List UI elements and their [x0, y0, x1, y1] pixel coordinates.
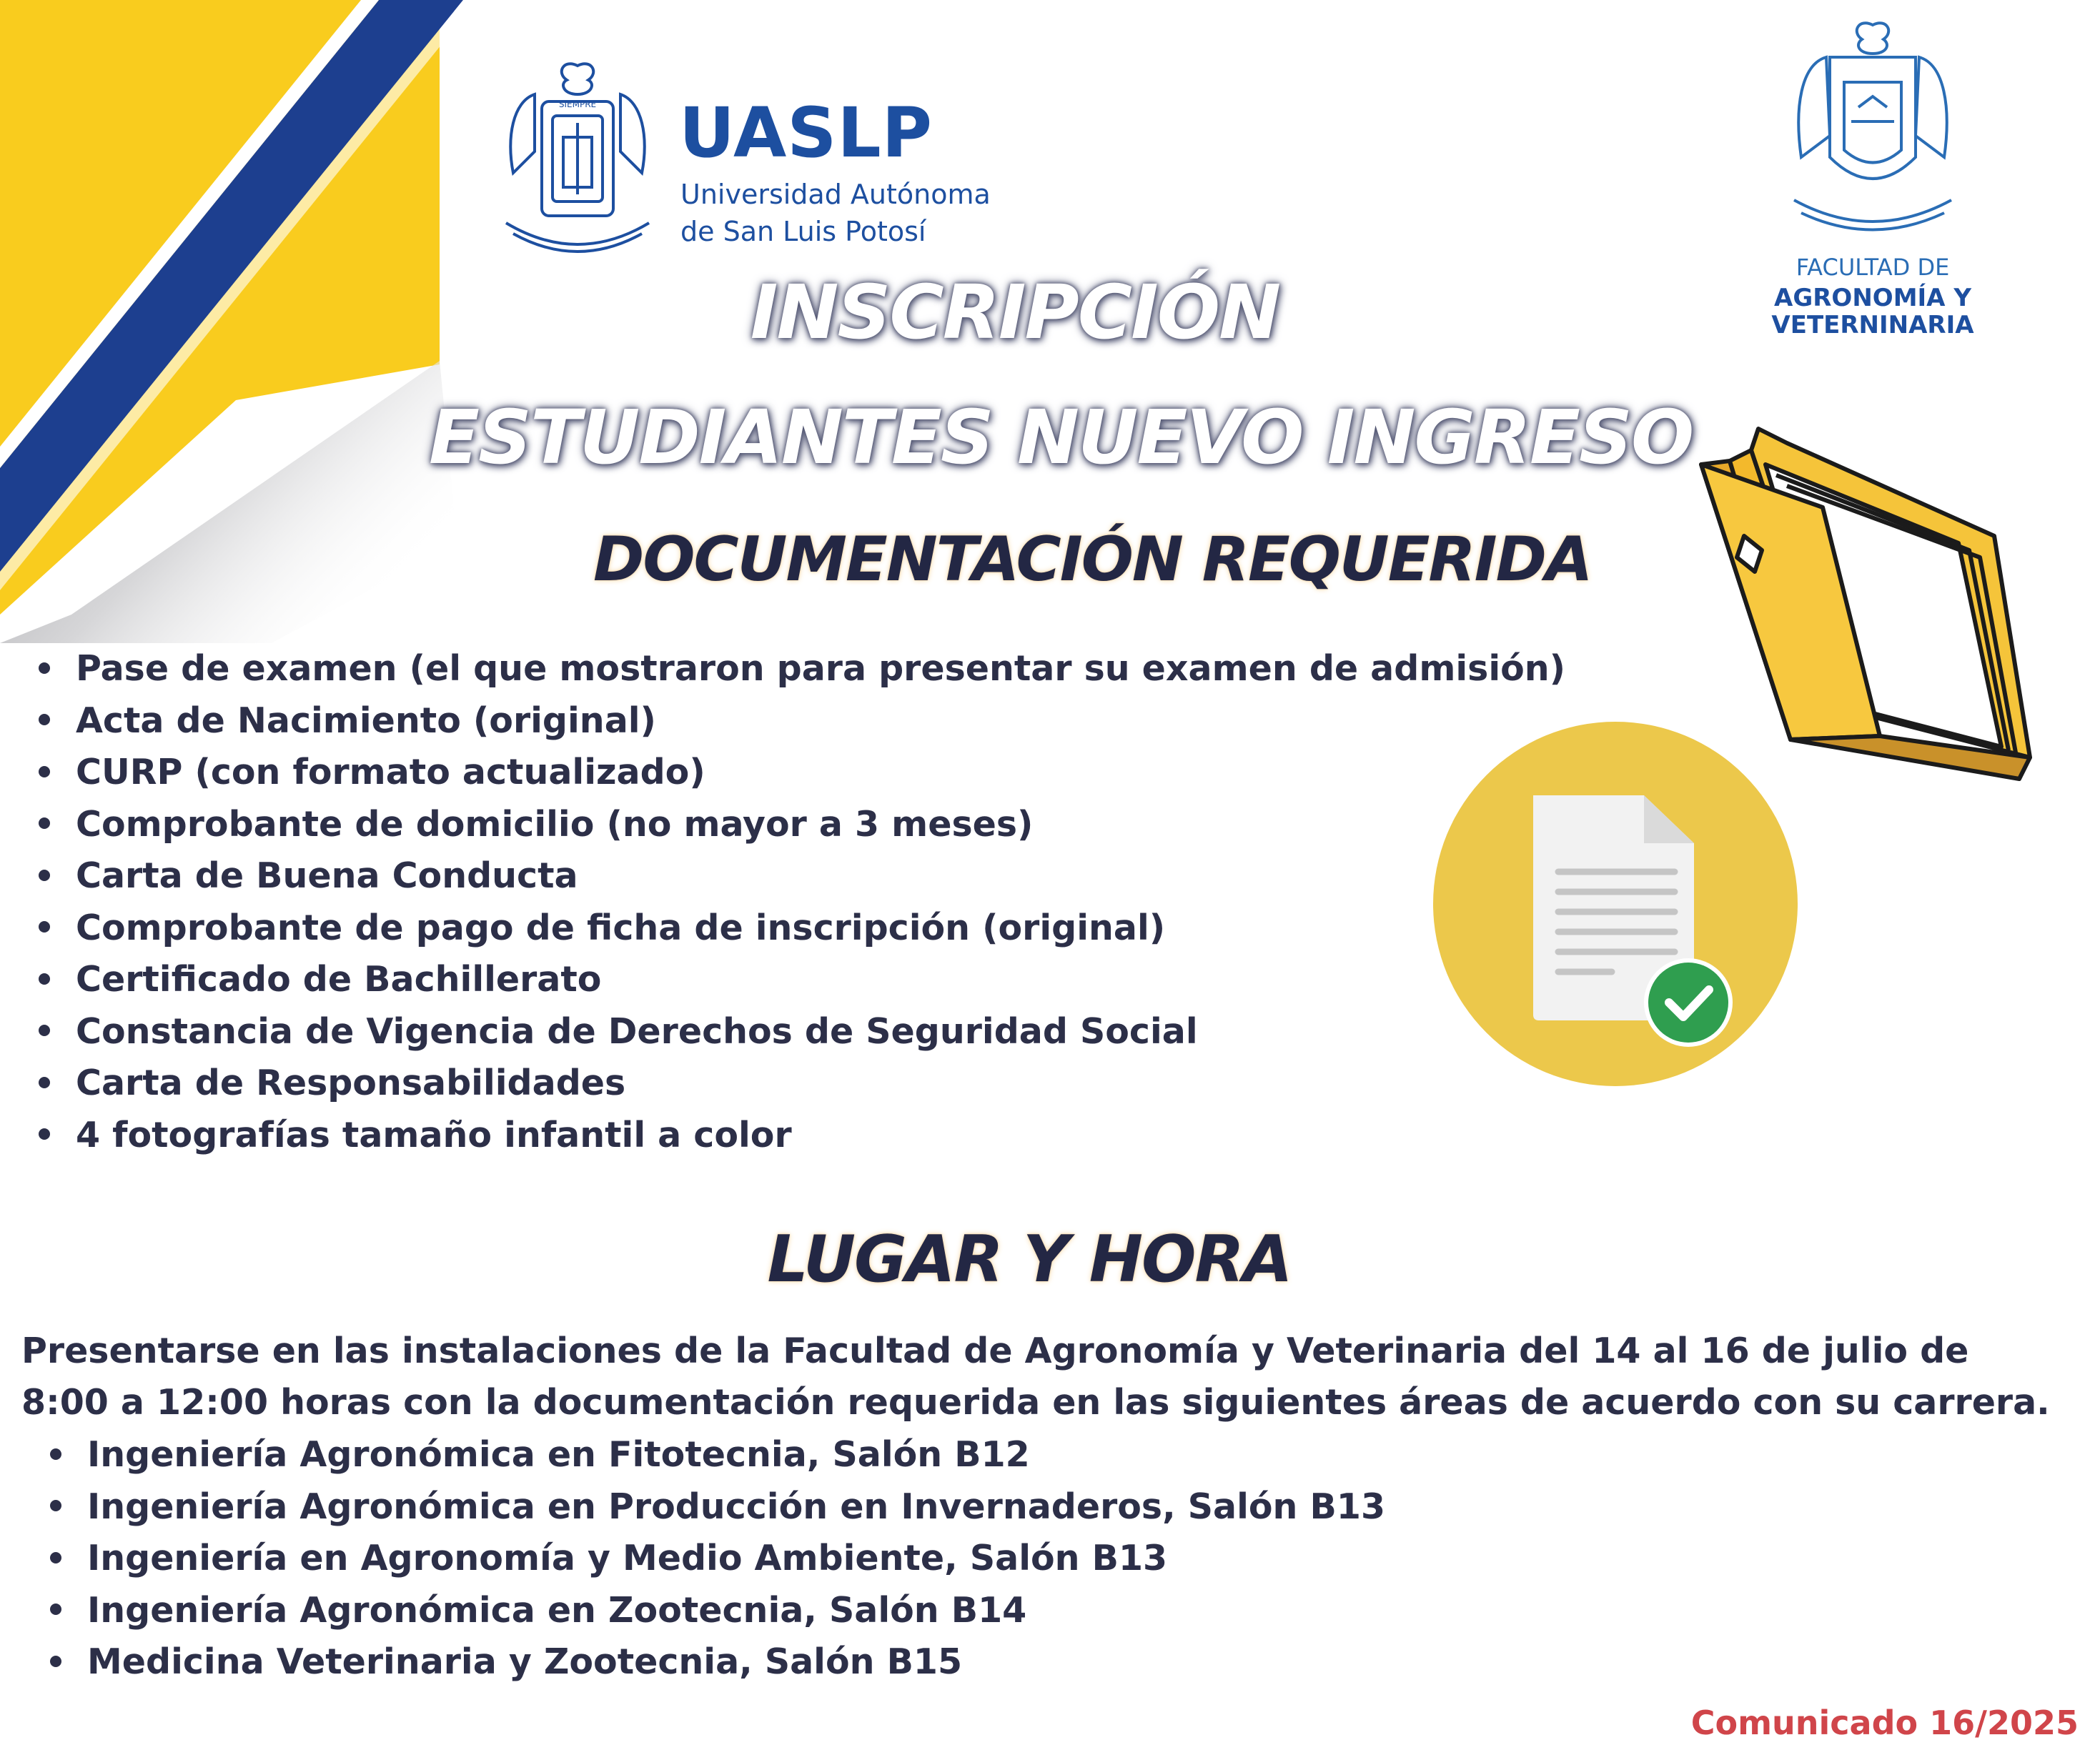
- communique-number: Comunicado 16/2025: [1690, 1704, 2079, 1742]
- faculty-seal-icon: [1765, 14, 1980, 243]
- list-item: [29, 747, 1565, 799]
- svg-text:SIEMPRE: SIEMPRE: [558, 99, 597, 109]
- bullet-icon: [39, 662, 50, 674]
- bullet-icon: [39, 714, 50, 725]
- uaslp-name-line1: Universidad Autónoma: [680, 179, 991, 210]
- list-item: [29, 850, 1565, 903]
- list-item-text: Constancia de Vigencia de Derechos de Seguridad Social: [76, 1010, 1198, 1052]
- uaslp-name-line2: de San Luis Potosí: [680, 216, 926, 247]
- instructions-line1: Presentarse en las instalaciones de la Facultad de Agronomía y Veterinaria del 14 al 16 de julio de: [21, 1331, 1969, 1371]
- list-item: [29, 643, 1565, 695]
- list-item: [29, 903, 1565, 955]
- areas-list: [40, 1429, 1385, 1689]
- list-item: [29, 954, 1565, 1006]
- list-item-text: Medicina Veterinaria y Zootecnia, Salón B15: [87, 1641, 963, 1682]
- list-item: [29, 695, 1565, 747]
- list-item-text: Ingeniería en Agronomía y Medio Ambiente, Salón B13: [87, 1538, 1168, 1578]
- list-item: [29, 1110, 1565, 1162]
- uaslp-logo: [492, 51, 1021, 259]
- bullet-icon: [50, 1656, 61, 1667]
- list-item: [29, 799, 1565, 851]
- uaslp-full-name: [680, 176, 1052, 250]
- bullet-icon: [39, 1128, 50, 1140]
- list-item: [40, 1429, 1385, 1481]
- list-item-text: 4 fotografías tamaño infantil a color: [76, 1114, 792, 1155]
- list-item-text: Comprobante de domicilio (no mayor a 3 meses): [76, 803, 1034, 845]
- title-new-students: ESTUDIANTES NUEVO INGRESO: [429, 394, 1693, 481]
- instructions-paragraph: [21, 1326, 2066, 1428]
- bullet-icon: [50, 1552, 61, 1563]
- heading-place-and-time: LUGAR Y HORA: [767, 1222, 1292, 1297]
- instructions-line2: 8:00 a 12:00 horas con la documentación requerida en las siguientes áreas de acuerdo con su carrera.: [21, 1382, 2050, 1423]
- list-item: [40, 1533, 1385, 1585]
- list-item-text: Ingeniería Agronómica en Producción en Invernaderos, Salón B13: [87, 1486, 1386, 1527]
- faculty-name-line2: AGRONOMÍA Y: [1774, 284, 1971, 312]
- required-documents-list: [29, 643, 1565, 1161]
- bullet-icon: [39, 1077, 50, 1088]
- bullet-icon: [39, 921, 50, 933]
- bullet-icon: [50, 1604, 61, 1615]
- faculty-name-line3: VETERNINARIA: [1771, 311, 1974, 339]
- corner-decoration: [0, 0, 500, 643]
- list-item-text: Carta de Buena Conducta: [76, 855, 578, 896]
- list-item-text: CURP (con formato actualizado): [76, 752, 705, 792]
- bullet-icon: [50, 1448, 61, 1460]
- list-item-text: Comprobante de pago de ficha de inscripción (original): [76, 907, 1166, 948]
- bullet-icon: [39, 973, 50, 985]
- bullet-icon: [39, 766, 50, 777]
- list-item-text: Pase de examen (el que mostraron para presentar su examen de admisión): [76, 648, 1566, 689]
- bullet-icon: [50, 1500, 61, 1511]
- bullet-icon: [39, 870, 50, 881]
- list-item: [40, 1636, 1385, 1689]
- list-item-text: Ingeniería Agronómica en Zootecnia, Salón B14: [87, 1589, 1027, 1631]
- list-item-text: Certificado de Bachillerato: [76, 959, 602, 1000]
- bullet-icon: [39, 817, 50, 829]
- uaslp-seal-icon: [492, 51, 663, 259]
- list-item: [29, 1058, 1565, 1110]
- list-item: [29, 1006, 1565, 1058]
- title-inscripcion: INSCRIPCIÓN: [750, 269, 1280, 356]
- faculty-name-line1: FACULTAD DE: [1796, 254, 1950, 281]
- list-item: [40, 1585, 1385, 1637]
- uaslp-acronym: UASLP: [679, 93, 933, 173]
- list-item-text: Carta de Responsabilidades: [76, 1063, 626, 1103]
- list-item: [40, 1481, 1385, 1533]
- heading-required-documents: DOCUMENTACIÓN REQUERIDA: [593, 524, 1592, 595]
- list-item-text: Acta de Nacimiento (original): [76, 700, 656, 741]
- bullet-icon: [39, 1025, 50, 1036]
- list-item-text: Ingeniería Agronómica en Fitotecnia, Salón B12: [87, 1434, 1030, 1475]
